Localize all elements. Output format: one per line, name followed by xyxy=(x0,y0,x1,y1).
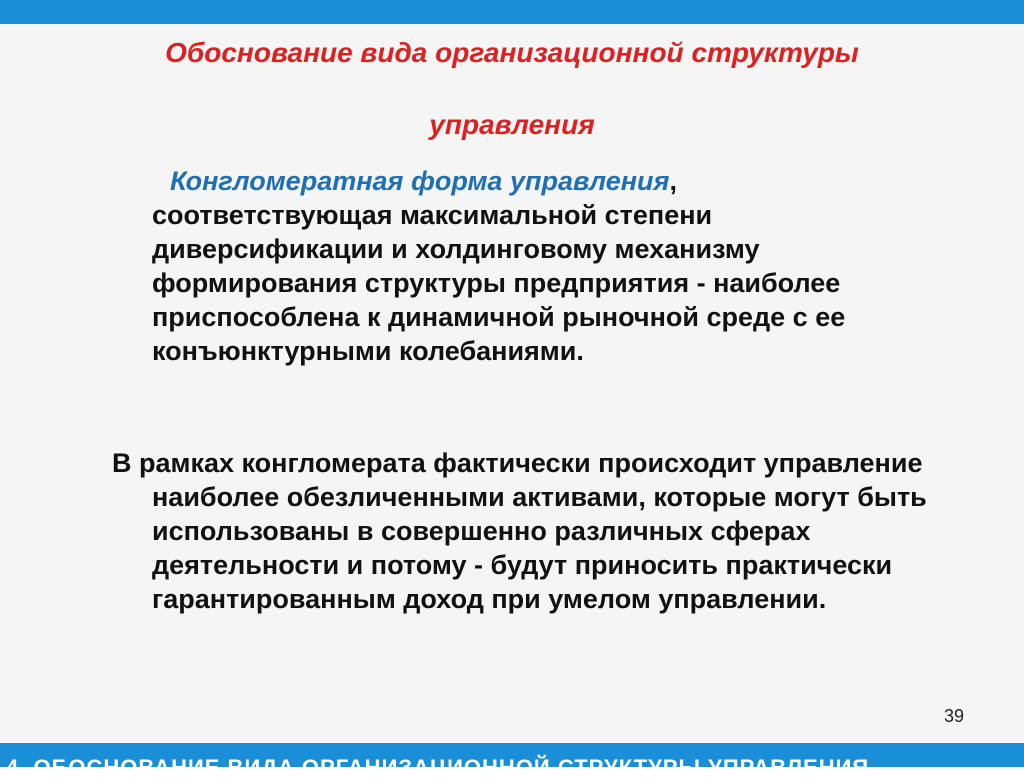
page-number: 39 xyxy=(943,706,964,726)
paragraph-conglomerate-assets: В рамках конгломерата фактически происходит управление наиболее обезличенными активами, которые могут быть использованы в совершенно различных сферах деятельности и потому - будут приносить практически гарантированным доход при умелом управлении. xyxy=(112,448,927,614)
paragraph-conglomerate-form xyxy=(112,164,942,368)
paragraph-lead-term: Конгломератная форма управления xyxy=(170,166,670,196)
top-accent-bar xyxy=(0,0,1024,24)
footer-bar xyxy=(0,743,1024,780)
footer-text: 4. ОБОСНОВАНИЕ ВИДА ОРГАНИЗАЦИОННОЙ СТРУКТУРЫ УПРАВЛЕНИЯ xyxy=(6,755,870,780)
paragraph-body: соответствующая максимальной степени диверсификации и холдинговому механизму формирования структуры предприятия - наиболее приспособлена к динамичной рыночной среде с ее конъюнктурными колебаниями. xyxy=(152,200,846,366)
slide-title xyxy=(0,34,1024,144)
title-line-1: Обоснование вида организационной структуры xyxy=(165,37,859,68)
title-line-2: управления xyxy=(429,109,595,140)
paragraph-lead-punct: , xyxy=(669,166,677,196)
